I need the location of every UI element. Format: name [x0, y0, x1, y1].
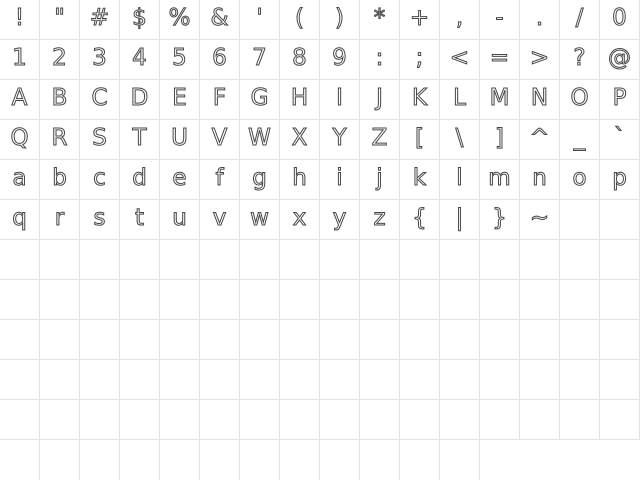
glyph-cell[interactable]	[360, 360, 400, 400]
glyph-cell[interactable]	[480, 160, 520, 200]
glyph-cell[interactable]	[320, 200, 360, 240]
glyph-cell[interactable]	[0, 120, 40, 160]
glyph-cell[interactable]	[200, 160, 240, 200]
glyph: u	[172, 204, 187, 231]
glyph-cell[interactable]	[520, 240, 560, 280]
glyph-cell[interactable]	[280, 40, 320, 80]
glyph: 1	[12, 44, 27, 71]
glyph-cell[interactable]	[200, 120, 240, 160]
glyph-cell[interactable]	[120, 360, 160, 400]
glyph: .	[535, 4, 544, 31]
glyph-cell[interactable]	[0, 440, 40, 480]
glyph-cell[interactable]	[520, 80, 560, 120]
glyph: n	[532, 164, 547, 191]
glyph-row	[0, 200, 640, 240]
glyph: $	[132, 4, 147, 31]
glyph: ;	[415, 44, 424, 71]
glyph-cell[interactable]	[240, 200, 280, 240]
glyph-cell[interactable]	[520, 360, 560, 400]
glyph-cell[interactable]	[40, 200, 80, 240]
glyph-cell[interactable]	[160, 360, 200, 400]
glyph: o	[572, 164, 587, 191]
glyph-cell[interactable]	[480, 0, 520, 40]
glyph-cell[interactable]	[160, 0, 200, 40]
glyph: w	[250, 204, 269, 231]
glyph-cell[interactable]	[480, 80, 520, 120]
glyph: ^	[529, 124, 550, 151]
glyph: s	[93, 204, 106, 231]
glyph-cell[interactable]	[360, 440, 400, 480]
glyph: F	[212, 84, 227, 111]
glyph: I	[336, 84, 343, 111]
glyph: S	[92, 124, 107, 151]
glyph-cell[interactable]	[40, 0, 80, 40]
glyph-cell[interactable]	[0, 240, 40, 280]
glyph: t	[134, 204, 145, 231]
glyph-cell[interactable]	[80, 320, 120, 360]
glyph: l	[456, 164, 463, 191]
glyph-cell[interactable]	[120, 0, 160, 40]
glyph-cell[interactable]	[480, 240, 520, 280]
glyph: K	[411, 84, 428, 111]
glyph-cell[interactable]	[120, 200, 160, 240]
glyph: H	[290, 84, 309, 111]
glyph: G	[250, 84, 269, 111]
glyph-cell[interactable]	[200, 360, 240, 400]
glyph-cell[interactable]	[360, 40, 400, 80]
glyph-cell[interactable]	[360, 400, 400, 440]
glyph-cell[interactable]	[240, 120, 280, 160]
glyph-cell[interactable]	[560, 120, 600, 160]
glyph: ~	[529, 204, 550, 231]
glyph: 0	[612, 4, 627, 31]
glyph-cell[interactable]	[200, 320, 240, 360]
glyph: a	[12, 164, 27, 191]
glyph-cell[interactable]	[440, 160, 480, 200]
glyph: %	[168, 4, 191, 31]
glyph-cell[interactable]	[160, 120, 200, 160]
glyph: <	[449, 44, 470, 71]
glyph-cell[interactable]	[40, 120, 80, 160]
glyph: A	[11, 84, 28, 111]
glyph-cell[interactable]	[400, 400, 440, 440]
glyph: /	[575, 4, 584, 31]
glyph-cell[interactable]	[520, 280, 560, 320]
glyph-cell[interactable]	[40, 40, 80, 80]
glyph-cell[interactable]	[360, 160, 400, 200]
glyph-cell[interactable]	[80, 240, 120, 280]
glyph-cell[interactable]	[280, 160, 320, 200]
glyph-cell[interactable]	[80, 360, 120, 400]
glyph: `	[613, 124, 626, 151]
glyph: D	[130, 84, 149, 111]
glyph: Z	[371, 124, 388, 151]
glyph-cell[interactable]	[240, 320, 280, 360]
glyph-cell[interactable]	[400, 240, 440, 280]
glyph-cell[interactable]	[160, 320, 200, 360]
glyph-row	[0, 40, 640, 80]
glyph-cell[interactable]	[280, 0, 320, 40]
glyph-cell[interactable]	[600, 80, 640, 120]
glyph: v	[212, 204, 227, 231]
glyph-cell[interactable]	[400, 160, 440, 200]
glyph-cell[interactable]	[160, 200, 200, 240]
glyph-cell[interactable]	[320, 440, 360, 480]
glyph-cell[interactable]	[440, 440, 480, 480]
glyph-cell[interactable]	[400, 440, 440, 480]
glyph-cell[interactable]	[80, 0, 120, 40]
glyph: P	[612, 84, 627, 111]
glyph-cell[interactable]	[40, 240, 80, 280]
glyph-cell[interactable]	[560, 0, 600, 40]
glyph: M	[489, 84, 510, 111]
glyph-cell[interactable]	[320, 360, 360, 400]
glyph-cell[interactable]	[600, 160, 640, 200]
glyph-cell[interactable]	[280, 360, 320, 400]
glyph-cell[interactable]	[440, 400, 480, 440]
glyph: X	[291, 124, 308, 151]
glyph-cell[interactable]	[120, 400, 160, 440]
glyph-cell[interactable]	[40, 80, 80, 120]
glyph-cell[interactable]	[200, 400, 240, 440]
glyph-cell[interactable]	[160, 80, 200, 120]
glyph: ,	[455, 4, 464, 31]
glyph-cell[interactable]	[600, 360, 640, 400]
glyph-cell[interactable]	[400, 280, 440, 320]
glyph: \	[455, 124, 464, 151]
glyph-cell[interactable]	[0, 200, 40, 240]
glyph-cell[interactable]	[400, 40, 440, 80]
glyph: m	[488, 164, 511, 191]
glyph-cell[interactable]	[280, 280, 320, 320]
glyph-cell[interactable]	[120, 280, 160, 320]
glyph-cell[interactable]	[560, 360, 600, 400]
glyph: h	[292, 164, 307, 191]
glyph: }	[492, 204, 507, 231]
glyph: B	[51, 84, 68, 111]
glyph: 7	[252, 44, 267, 71]
glyph: [	[415, 124, 424, 151]
glyph-cell[interactable]	[480, 360, 520, 400]
glyph-cell[interactable]	[360, 280, 400, 320]
glyph-cell[interactable]	[400, 0, 440, 40]
glyph-cell[interactable]	[560, 280, 600, 320]
glyph-cell[interactable]	[240, 440, 280, 480]
glyph-cell[interactable]	[520, 40, 560, 80]
glyph-cell[interactable]	[0, 320, 40, 360]
glyph: R	[51, 124, 68, 151]
glyph-cell[interactable]	[400, 120, 440, 160]
glyph-cell[interactable]	[600, 0, 640, 40]
glyph-cell[interactable]	[280, 240, 320, 280]
glyph-cell[interactable]	[320, 80, 360, 120]
glyph-cell[interactable]	[320, 240, 360, 280]
glyph-cell[interactable]	[560, 40, 600, 80]
glyph-cell[interactable]	[320, 280, 360, 320]
glyph-cell[interactable]	[400, 320, 440, 360]
glyph-cell[interactable]	[480, 40, 520, 80]
glyph-cell[interactable]	[560, 160, 600, 200]
glyph-cell[interactable]	[440, 240, 480, 280]
glyph-cell[interactable]	[320, 160, 360, 200]
glyph: i	[336, 164, 343, 191]
glyph: @	[608, 44, 631, 71]
glyph-cell[interactable]	[360, 320, 400, 360]
glyph: U	[171, 124, 188, 151]
glyph: 3	[92, 44, 107, 71]
glyph-cell[interactable]	[600, 40, 640, 80]
glyph-cell[interactable]	[600, 200, 640, 240]
glyph: W	[248, 124, 271, 151]
glyph: O	[570, 84, 589, 111]
glyph-cell[interactable]	[80, 200, 120, 240]
glyph-cell[interactable]	[480, 120, 520, 160]
glyph-cell[interactable]	[240, 160, 280, 200]
glyph-cell[interactable]	[600, 320, 640, 360]
glyph-cell[interactable]	[520, 160, 560, 200]
glyph-cell[interactable]	[160, 400, 200, 440]
glyph: |	[455, 204, 464, 231]
glyph-cell[interactable]	[120, 440, 160, 480]
glyph-cell[interactable]	[320, 320, 360, 360]
glyph-cell[interactable]	[0, 280, 40, 320]
glyph-cell[interactable]	[480, 280, 520, 320]
glyph-cell[interactable]	[560, 400, 600, 440]
glyph-cell[interactable]	[480, 400, 520, 440]
glyph-cell[interactable]	[400, 80, 440, 120]
glyph-cell[interactable]	[520, 120, 560, 160]
glyph: >	[529, 44, 550, 71]
glyph-cell[interactable]	[440, 0, 480, 40]
glyph-cell[interactable]	[0, 80, 40, 120]
glyph-cell[interactable]	[560, 80, 600, 120]
glyph-cell[interactable]	[80, 400, 120, 440]
glyph-cell[interactable]	[120, 40, 160, 80]
glyph-cell[interactable]	[520, 320, 560, 360]
glyph: "	[54, 4, 65, 31]
glyph-cell[interactable]	[400, 360, 440, 400]
glyph-cell[interactable]	[160, 40, 200, 80]
glyph-cell[interactable]	[240, 40, 280, 80]
glyph: _	[573, 124, 586, 151]
glyph-cell[interactable]	[200, 440, 240, 480]
glyph: 6	[212, 44, 227, 71]
glyph-cell[interactable]	[560, 320, 600, 360]
glyph: b	[52, 164, 67, 191]
glyph-cell[interactable]	[0, 40, 40, 80]
glyph-cell[interactable]	[40, 160, 80, 200]
glyph-cell[interactable]	[360, 240, 400, 280]
glyph: :	[375, 44, 384, 71]
glyph-cell[interactable]	[560, 240, 600, 280]
glyph: #	[89, 4, 110, 31]
glyph: &	[210, 4, 229, 31]
glyph-cell[interactable]	[120, 120, 160, 160]
glyph: c	[93, 164, 106, 191]
glyph-cell[interactable]	[320, 400, 360, 440]
glyph-cell[interactable]	[400, 200, 440, 240]
glyph-cell[interactable]	[40, 360, 80, 400]
glyph-cell[interactable]	[280, 120, 320, 160]
glyph-cell[interactable]	[440, 360, 480, 400]
glyph: 4	[132, 44, 147, 71]
glyph-cell[interactable]	[0, 400, 40, 440]
glyph-cell[interactable]	[280, 440, 320, 480]
glyph: f	[215, 164, 224, 191]
glyph-cell[interactable]	[240, 400, 280, 440]
glyph-cell[interactable]	[600, 280, 640, 320]
glyph-cell[interactable]	[80, 80, 120, 120]
glyph: ]	[495, 124, 504, 151]
glyph: g	[252, 164, 267, 191]
glyph-cell[interactable]	[320, 120, 360, 160]
glyph: -	[495, 4, 504, 31]
glyph-cell[interactable]	[80, 280, 120, 320]
glyph-cell[interactable]	[360, 0, 400, 40]
glyph-row	[0, 440, 640, 480]
glyph: z	[373, 204, 386, 231]
glyph: y	[332, 204, 347, 231]
glyph-row	[0, 160, 640, 200]
glyph: 9	[332, 44, 347, 71]
glyph-cell[interactable]	[240, 240, 280, 280]
glyph-row	[0, 400, 640, 440]
glyph-cell[interactable]	[160, 440, 200, 480]
glyph: !	[14, 4, 25, 31]
glyph-cell[interactable]	[520, 400, 560, 440]
glyph-row	[0, 320, 640, 360]
glyph: N	[530, 84, 549, 111]
glyph-cell[interactable]	[280, 200, 320, 240]
glyph-cell[interactable]	[120, 320, 160, 360]
glyph-row	[0, 80, 640, 120]
glyph-cell[interactable]	[200, 40, 240, 80]
glyph-cell[interactable]	[440, 280, 480, 320]
glyph-cell[interactable]	[520, 200, 560, 240]
glyph: )	[335, 4, 344, 31]
glyph-cell[interactable]	[360, 200, 400, 240]
glyph-cell[interactable]	[320, 0, 360, 40]
glyph: p	[612, 164, 627, 191]
glyph-cell[interactable]	[40, 320, 80, 360]
glyph: r	[54, 204, 65, 231]
glyph-cell[interactable]	[280, 80, 320, 120]
glyph: (	[295, 4, 304, 31]
glyph: d	[132, 164, 147, 191]
glyph-cell[interactable]	[520, 0, 560, 40]
glyph: Q	[10, 124, 29, 151]
glyph-cell[interactable]	[200, 200, 240, 240]
glyph-cell[interactable]	[240, 80, 280, 120]
empty-area	[480, 440, 640, 480]
glyph: =	[489, 44, 510, 71]
glyph-row	[0, 360, 640, 400]
glyph-cell[interactable]	[40, 400, 80, 440]
glyph-cell[interactable]	[160, 160, 200, 200]
glyph-cell[interactable]	[120, 80, 160, 120]
glyph: E	[172, 84, 187, 111]
glyph-cell[interactable]	[240, 280, 280, 320]
glyph-cell[interactable]	[320, 40, 360, 80]
glyph-cell[interactable]	[0, 0, 40, 40]
glyph-cell[interactable]	[80, 440, 120, 480]
glyph: *	[373, 4, 386, 31]
glyph-cell[interactable]	[200, 0, 240, 40]
glyph-cell[interactable]	[40, 440, 80, 480]
glyph-cell[interactable]	[600, 120, 640, 160]
glyph: x	[292, 204, 307, 231]
glyph-cell[interactable]	[280, 400, 320, 440]
glyph-cell[interactable]	[440, 200, 480, 240]
glyph: e	[172, 164, 187, 191]
glyph-cell[interactable]	[240, 0, 280, 40]
glyph: L	[453, 84, 466, 111]
glyph: {	[412, 204, 427, 231]
glyph-cell[interactable]	[440, 120, 480, 160]
glyph: '	[256, 4, 263, 31]
glyph-row	[0, 120, 640, 160]
glyph-cell[interactable]	[120, 240, 160, 280]
glyph: Y	[332, 124, 347, 151]
glyph-cell[interactable]	[120, 160, 160, 200]
glyph: 2	[52, 44, 67, 71]
glyph: J	[376, 84, 383, 111]
glyph-cell[interactable]	[560, 200, 600, 240]
glyph: j	[376, 164, 383, 191]
glyph-cell[interactable]	[200, 280, 240, 320]
glyph-cell[interactable]	[40, 280, 80, 320]
glyph-cell[interactable]	[480, 320, 520, 360]
glyph-cell[interactable]	[280, 320, 320, 360]
glyph-cell[interactable]	[240, 360, 280, 400]
glyph-cell[interactable]	[360, 120, 400, 160]
glyph-row	[0, 280, 640, 320]
glyph-cell[interactable]	[440, 40, 480, 80]
glyph-cell[interactable]	[440, 80, 480, 120]
glyph-cell[interactable]	[200, 240, 240, 280]
glyph-cell[interactable]	[0, 360, 40, 400]
glyph-cell[interactable]	[160, 280, 200, 320]
glyph-row	[0, 240, 640, 280]
glyph-cell[interactable]	[0, 160, 40, 200]
glyph-cell[interactable]	[160, 240, 200, 280]
glyph-cell[interactable]	[600, 400, 640, 440]
glyph-cell[interactable]	[480, 200, 520, 240]
glyph: q	[12, 204, 27, 231]
glyph: C	[91, 84, 108, 111]
glyph: 8	[292, 44, 307, 71]
glyph: V	[211, 124, 228, 151]
glyph: T	[132, 124, 147, 151]
glyph: 5	[172, 44, 187, 71]
glyph: k	[412, 164, 427, 191]
glyph-cell[interactable]	[80, 40, 120, 80]
glyph: +	[409, 4, 430, 31]
glyph-cell[interactable]	[200, 80, 240, 120]
glyph-cell[interactable]	[80, 120, 120, 160]
glyph-cell[interactable]	[600, 240, 640, 280]
glyph-cell[interactable]	[440, 320, 480, 360]
glyph: ?	[573, 44, 586, 71]
glyph-cell[interactable]	[360, 80, 400, 120]
glyph-row	[0, 0, 640, 40]
glyph-cell[interactable]	[80, 160, 120, 200]
